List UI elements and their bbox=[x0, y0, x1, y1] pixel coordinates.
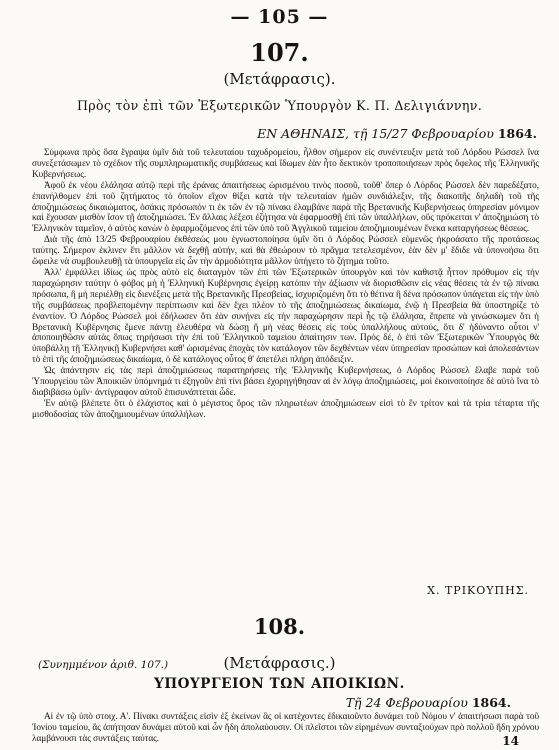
translation-subtitle-108: (Μετάφρασις.) bbox=[223, 654, 336, 672]
date-line-107 bbox=[257, 126, 537, 141]
footer-mark: 14 bbox=[502, 734, 519, 748]
paragraph: Ἀφοῦ ἐκ νέου ἐλάλησα αὐτῷ περὶ τῆς ἐράνας ἀπαιτήσεως ὡρισμένου τινὸς ποσοῦ, τοῦθ' ὅπερ ὁ Λόρδος Ρώσσελ δὲν παρεδέξατο, ἐπανήλθομεν ἐπὶ τοῦ ζητήματος τὸ ὁποῖον εἴχον θίξει κατὰ τὴν τελευταίαν ἡμῶν συνδιάλεξιν, τῆς διακοπῆς δηλαδὴ τοῦ τῆς ἀποζημιώσεως δικαιώματος, ὁσάκις πρόσωπόν τι ἐκ τῶν ἐν τῷ πίνακι ἐλαμβάνε παρὰ τῆς Βρετανικῆς Κυβερνήσεως ὑπηρεσίαν μόνιμον καὶ ἔχουσαν μισθὸν ἴσον τῇ ἀποζημιώσει. Ἐν ἄλλαις λέξεσι ἐζήτησα νὰ ἐφαρμοσθῇ ἐπὶ τῶν ὑπαλλήλων, οὓς πρόκειται ν' ἀποζημιώση τὸ Ἑλληνικὸν ταμεῖον, ὁ αὐτὸς κανὼν ὁ ἐφαρμοζόμενος ἐπὶ τῶν ὑπὸ τοῦ Ἀγγλικοῦ ταμείου ἀποζημιουμένων ἕνεκα καταργήσεως θέσεως. bbox=[32, 180, 539, 235]
date-year: 1864. bbox=[497, 126, 537, 141]
paragraph: Ἐν αὐτῷ βλέπετε ὅτι ὁ ἐλάχιστος καὶ ὁ μέγιστος ὅρος τῶν πληρωτέων ἀποζημιώσεων εἰσὶ τὸ ἓν τρίτον καὶ τὰ τρία τέταρτα τῆς μισθοδοσίας τῶν ἀποζημιουμένων ὑπαλλήλων. bbox=[32, 398, 539, 420]
date-line-108 bbox=[346, 695, 511, 710]
date-year: 1864. bbox=[471, 695, 511, 710]
ministry-heading: ΥΠΟΥΡΓΕΙΟΝ ΤΩΝ ΑΠΟΙΚΙΩΝ. bbox=[154, 676, 405, 692]
paragraph: Ἀλλ' ἐμφάλλει ἰδίως ὡς πρὸς αὐτὸ εἰς διαταγμὸν τῶν ἐπὶ τῶν Ἐξωτερικῶν ὑπουργὸν καὶ τὸν καθιστᾷ ἧττον πρόθυμον εἰς τὴν παραχώρησιν ταύτην ὁ φόβος μὴ ἡ Ἑλληνικὴ Κυβέρνησις ἐγείρῃ κατόπιν τὴν ἀξίωσιν νὰ διορισθῶσιν εἰς νέας θέσεις τὰ ἐν τῷ πίνακι πρόσωπα, ἢ μὴ περιέλθῃ εἰς διενέξεις μετὰ τῆς Βρετανικῆς Πρεσβείας, ἰσχυριζομένη ὅτι τὸ θέτινα ἢ δένα πρόσωπον ὑπάγεται εἰς τὴν ὑπὸ τῆς συμβάσεως προβλεπομένην περίπτωσιν καὶ δὲν ἔχει πλέον τὸ τῆς ἀποζημιώσεως δικαίωμα, ἐνῷ ἡ Πρεσβεία θὰ ὑποστηρίζε τὸ ἐναντίον. Ὁ Λόρδος Ρώσσελ μοὶ ἐδήλωσεν ὅτι ἐὰν συνῄνει εἰς τὴν παραχώρησιν περὶ ἧς τῷ ἐλάλησα, ἔπρεπε νὰ γινώσκωμεν ὅτι ἡ Βρετανικὴ Κυβέρνησις ἔμενε πάντῃ ἐλευθέρα νὰ δώσῃ ἢ μὴ νέας θέσεις εἰς τοὺς ὑπαλλήλους αὐτούς, ὅτι δ' ἠδύναντο οὗτοι ν' ἀποποιηθῶσιν αὐτὰς ὅπως τηρήσωσι τὴν ἐπὶ τοῦ Ἑλληνικοῦ ταμείου ἀπαίτησιν των. Πρὸς δέ, ὁ ἐπὶ τῶν Ἐξωτερικῶν Ὑπουργὸς θὰ ὑποβάλλῃ τῇ Ἑλληνικῇ Κυβερνήσει καθ' ὡρισμένας ἐποχὰς τὸν κατάλογον τῶν δεχθέντων νέαν ὑπηρεσίαν προσώπων καὶ ἀπολεσάντων τὸ ἐπὶ τῆς ἀποζημιώσεως δικαίωμα, ὁ δὲ κατάλογος οὗτος θ' ἀπετέλει πλήρη ἀπόδειξιν. bbox=[32, 267, 539, 366]
letter-body-107 bbox=[32, 148, 539, 421]
signature: Χ. ΤΡΙΚΟΥΠΗΣ. bbox=[427, 584, 529, 597]
page-header: — 105 — bbox=[230, 6, 329, 28]
paragraph: Σύμφωνα πρὸς ὅσα ἔγραψα ὑμῖν διὰ τοῦ τελευταίου ταχυδρομείου, ἦλθον σήμερον εἰς συνέντευξιν μετὰ τοῦ Λόρδου Ρώσσελ ἵνα συνεξετάσωμεν τὸ σχέδιον τῆς συμπληρωματικῆς συμβάσεως καὶ ἴδωμεν ἐὰν ἦτο δεκτικὸν τροποποιήσεων πρὸς ὄφελος τῆς Ἑλληνικῆς Κυβερνήσεως. bbox=[32, 148, 539, 180]
date-place: ΕΝ ΑΘΗΝΑΙΣ, τῇ 15/27 Φεβρουαρίου bbox=[257, 126, 494, 141]
attachment-note: (Συνημμένον ἀριθ. 107.) bbox=[38, 659, 169, 671]
addressee-line: Πρὸς τὸν ἐπὶ τῶν Ἐξωτερικῶν Ὑπουργὸν Κ. Π. Δελιγιάννην. bbox=[76, 98, 482, 113]
paragraph: Διὰ τῆς ἀπὸ 13/25 Φεβρουαρίου ἐκθέσεώς μου ἐγνωστοποίησα ὑμῖν ὅτι ὁ Λόρδος Ρώσσελ εὐμενῶς ἠκροάσατο τῆς προτάσεως ταύτης. Σήμερον ἐκλινεν ἔτι μᾶλλον νὰ δεχθῇ αὐτήν, καὶ θὰ ἐθεώρουν τὸ πρᾶγμα τετελεσμένον, ἐὰν δὲν μ' ἔδιδε νὰ ὑπονοήσω ὅτι ὤφειλε νὰ συμβουλευθῇ τὰ ὑπουργεῖα εἰς ὧν τὴν ἁρμοδιότητα μᾶλλον ὑπήγετο τὸ ζήτημα τοῦτο. bbox=[32, 235, 539, 268]
document-number-108: 108. bbox=[253, 614, 306, 639]
paragraph: Ὡς ἀπάντησιν εἰς τὰς περὶ ἀποζημιώσεως παρατηρήσεις τῆς Ἑλληνικῆς Κυβερνήσεως, ὁ Λόρδος Ρώσσελ ἔλαβε παρὰ τοῦ Ὑπουργείου τῶν Ἀποικιῶν ὑπόμνημά τι ἐξηγοῦν ἐπὶ τίνι βάσει ἐχορηγήθησαν αἱ ἐν λόγῳ ἀποζημιώσεις, μοὶ ἐκοινοποίησε δὲ αὐτὸ ἵνα τὸ διαβιβάσω ὑμῖν· ἀντίγραφον αὐτοῦ ἐπισυνάπτεται ὧδε. bbox=[32, 366, 539, 398]
translation-subtitle-107: (Μετάφρασις). bbox=[223, 70, 336, 88]
date-prefix: Τῇ 24 Φεβρουαρίου bbox=[345, 695, 468, 710]
letter-body-108 bbox=[32, 712, 539, 745]
paragraph: Αἱ ἐν τῷ ὑπὸ στοιχ. Α'. Πίνακι συντάξεις εἰσὶν ἐξ ἐκείνων ἃς οἱ κατέχοντες ἐδικαιοῦντο δυνάμει τοῦ Νόμου ν' ἀπαιτήσωσι παρὰ τοῦ Ἰονίου ταμείου, ἃς ἀπήτησαν δυνάμει αὐτοῦ καὶ ὧν ἤδη ἀπολαύουσιν. Οἱ πλεῖστοι τῶν εἰρημένων συνταξιούχων πρὸ πολλοῦ ἤδη χρόνου λαμβάνουσι τὰς συντάξεις ταύτας. bbox=[32, 712, 539, 744]
document-number-107: 107. bbox=[250, 38, 309, 67]
